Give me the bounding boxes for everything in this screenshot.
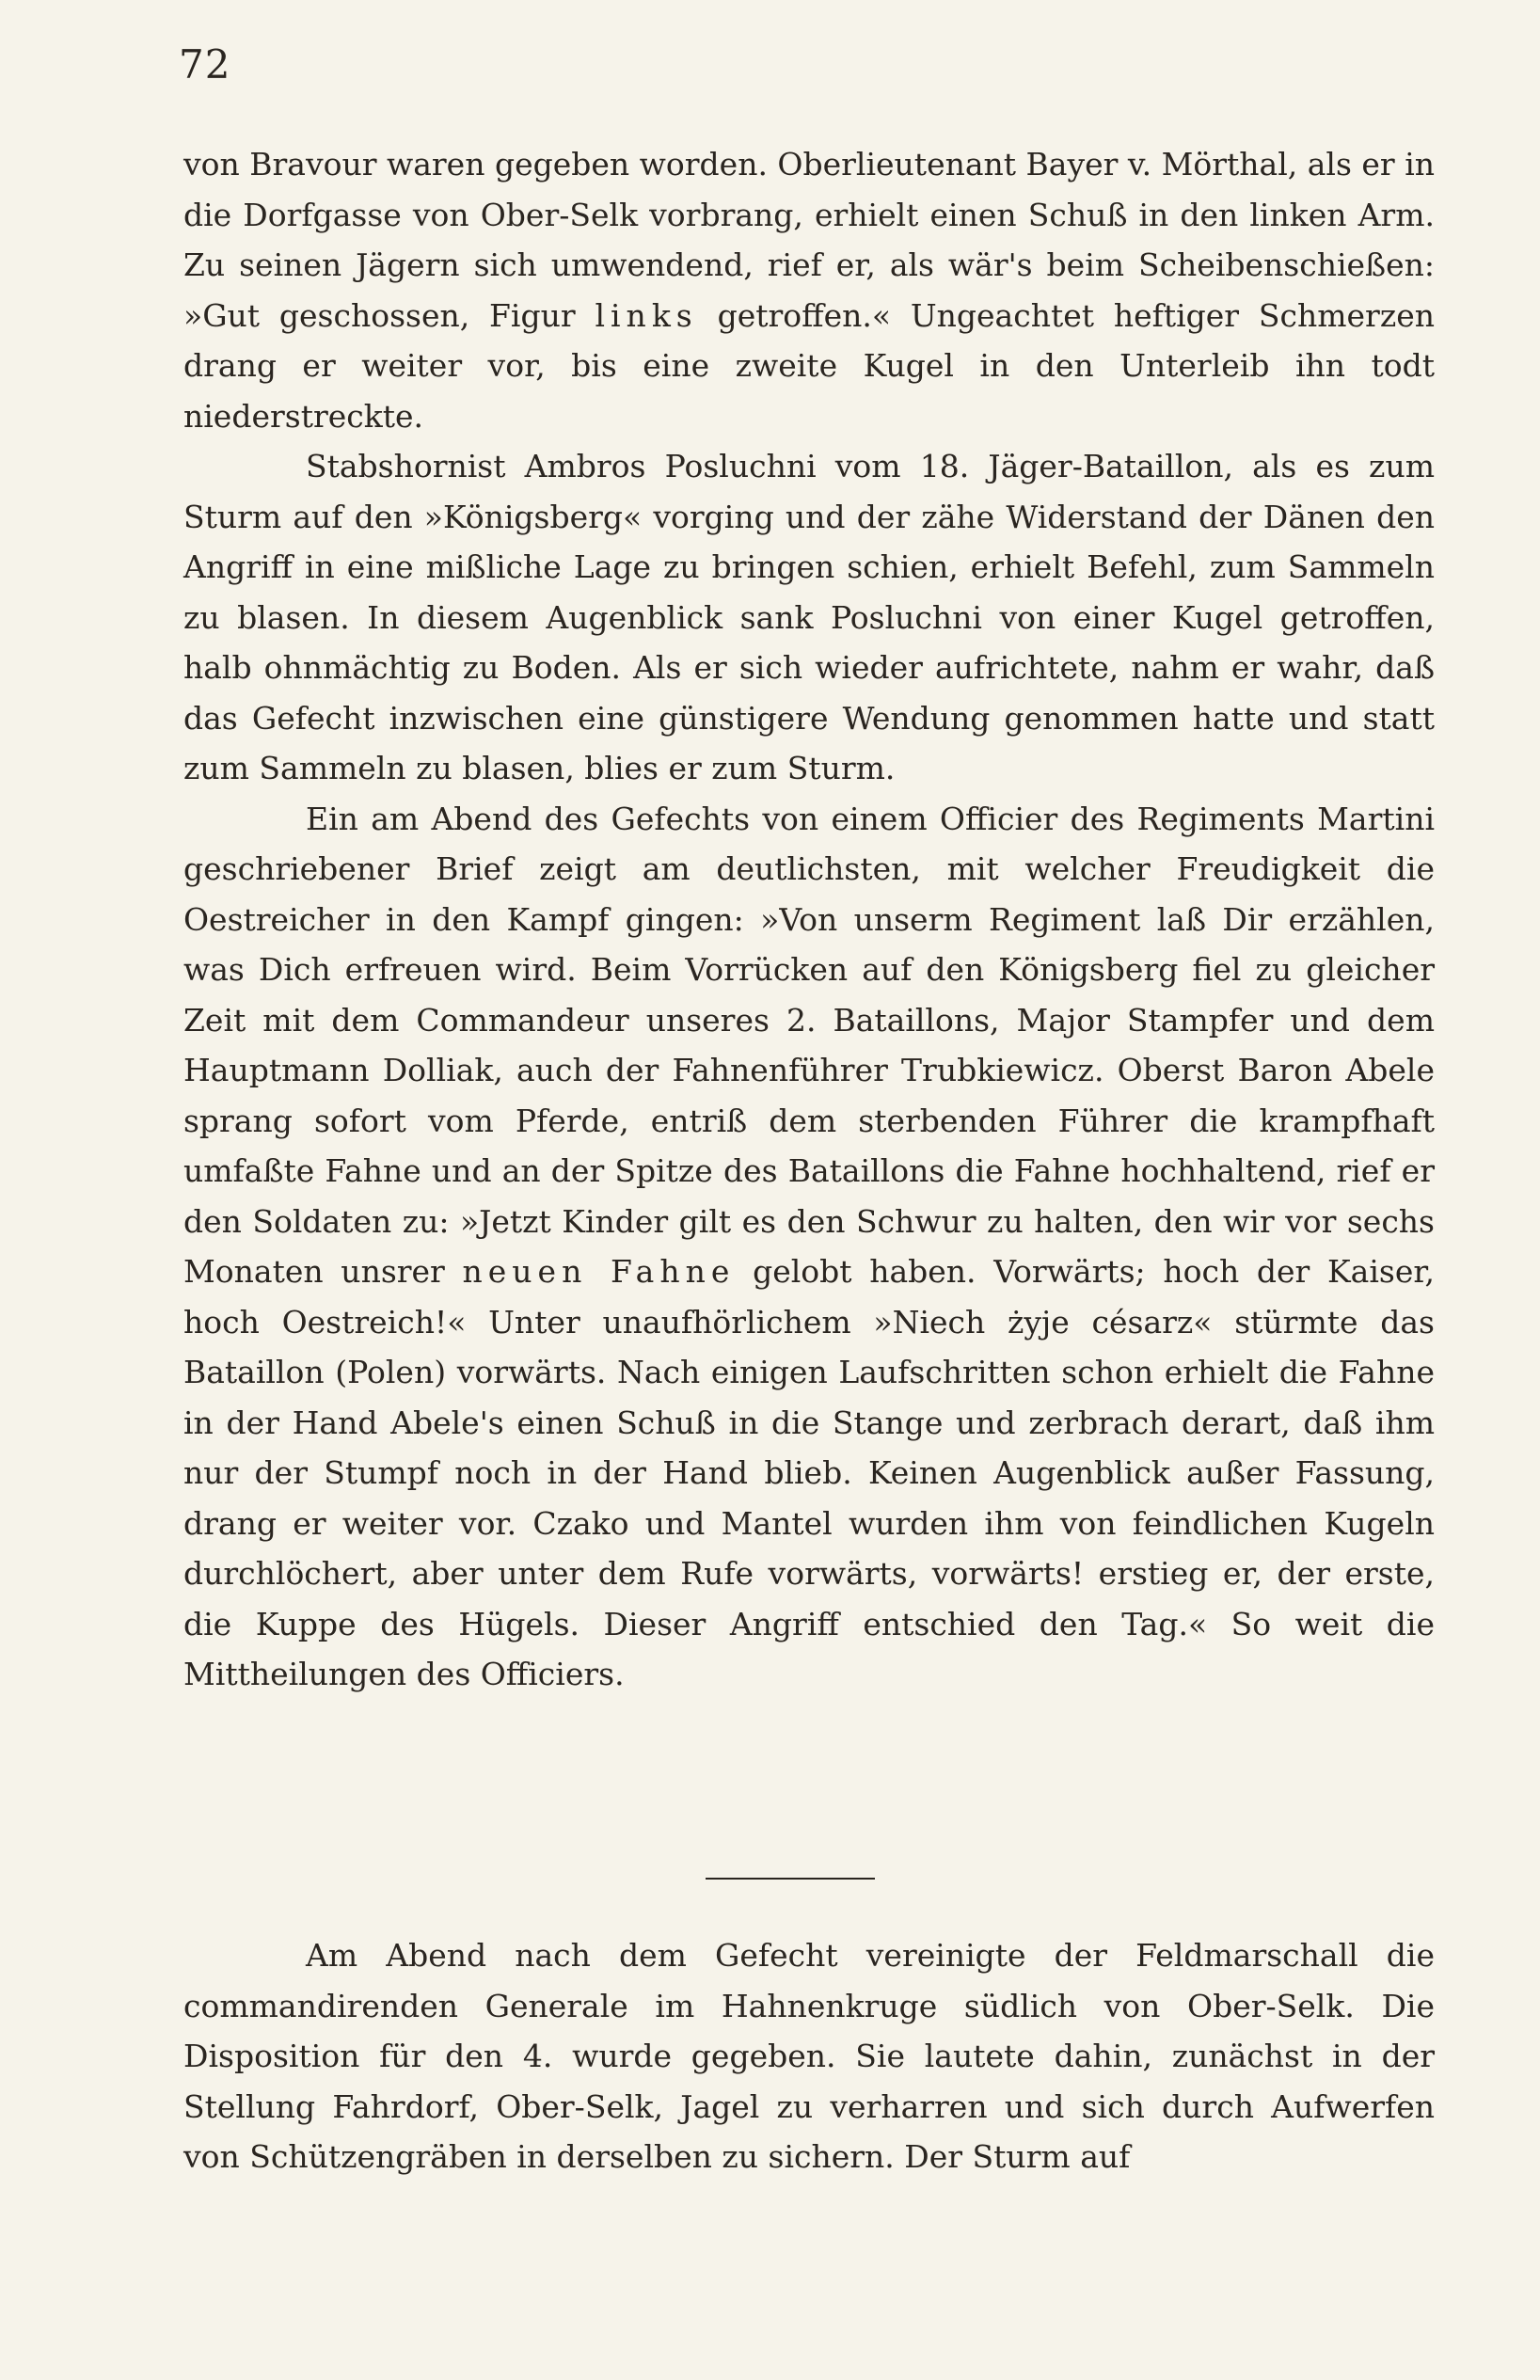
paragraph-text: gelobt haben. Vorwärts; hoch der Kaiser, hoch Oestreich!« Unter unaufhörlichem »Niech żyje césarz« stürmte das Bataillon (Polen) vorwärts. Nach einigen Laufschritten schon erhielt die Fahne in der Hand Abele's einen Schuß in die Stange und zerbrach derart, daß ihm nur der Stumpf noch in der Hand blieb. Keinen Augenblick außer Fassung, drang er weiter vor. Czako und Mantel wurden ihm von feindlichen Kugeln durchlöchert, aber unter dem Rufe vorwärts, vorwärts! erstieg er, der erste, die Kuppe des Hügels. Dieser Angriff entschied den Tag.« So weit die Mittheilungen des Officiers. [183, 1253, 1435, 1692]
emphasized-text: links [595, 296, 698, 334]
paragraph-posluchni: Stabshornist Ambros Posluchni vom 18. Jäger-Bataillon, als es zum Sturm auf den »Königsberg« vorging und der zähe Widerstand der Dänen den Angriff in eine mißliche Lage zu bringen schien, erhielt Befehl, zum Sammeln zu blasen. In diesem Augenblick sank Posluchni von einer Kugel getroffen, halb ohnmächtig zu Boden. Als er sich wieder aufrichtete, nahm er wahr, daß das Gefecht inzwischen eine günstigere Wendung genommen hatte und statt zum Sammeln zu blasen, blies er zum Sturm. [183, 448, 1435, 786]
paragraph-text: Ein am Abend des Gefechts von einem Officier des Regiments Martini geschriebener Brief zeigt am deutlichsten, mit welcher Freudigkeit die Oestreicher in den Kampf gingen: »Von unserm Regiment laß Dir erzählen, was Dich erfreuen wird. Beim Vorrücken auf den Königsberg fiel zu gleicher Zeit mit dem Commandeur unseres 2. Bataillons, Major Stampfer und dem Hauptmann Dolliak, auch der Fahnenführer Trubkiewicz. Oberst Baron Abele sprang sofort vom Pferde, entriß dem sterbenden Führer die krampfhaft umfaßte Fahne und an der Spitze des Bataillons die Fahne hochhaltend, rief er den Soldaten zu: »Jetzt Kinder gilt es den Schwur zu halten, den wir vor sechs Monaten unsrer [183, 800, 1435, 1290]
section-divider [706, 1878, 875, 1880]
paragraph-bayer [183, 139, 1435, 441]
paragraph-text: getroffen.« Ungeachtet heftiger Schmerzen drang er weiter vor, bis eine zweite Kugel in den Unterleib ihn todt niederstreckte. [183, 296, 1435, 435]
paragraph-disposition: Am Abend nach dem Gefecht vereinigte der Feldmarschall die commandirenden Generale im Hahnenkruge südlich von Ober-Selk. Die Disposition für den 4. wurde gegeben. Sie lautete dahin, zunächst in der Stellung Fahrdorf, Ober-Selk, Jagel zu verharren und sich durch Aufwerfen von Schützengräben in derselben zu sichern. Der Sturm auf [183, 1937, 1435, 2175]
page-number: 72 [179, 41, 231, 87]
secondary-text [183, 1930, 1435, 2182]
paragraph-text: von Bravour waren gegeben worden. Oberlieutenant Bayer v. Mörthal, als er in die Dorfgasse von Ober-Selk vorbrang, erhielt einen Schuß in den linken Arm. Zu seinen Jägern sich umwendend, rief er, als wär's beim Scheibenschießen: »Gut geschossen, Figur [183, 146, 1436, 334]
paragraph-letter [183, 794, 1435, 1700]
main-text [183, 139, 1435, 1700]
emphasized-text: neuen Fahne [462, 1253, 736, 1290]
